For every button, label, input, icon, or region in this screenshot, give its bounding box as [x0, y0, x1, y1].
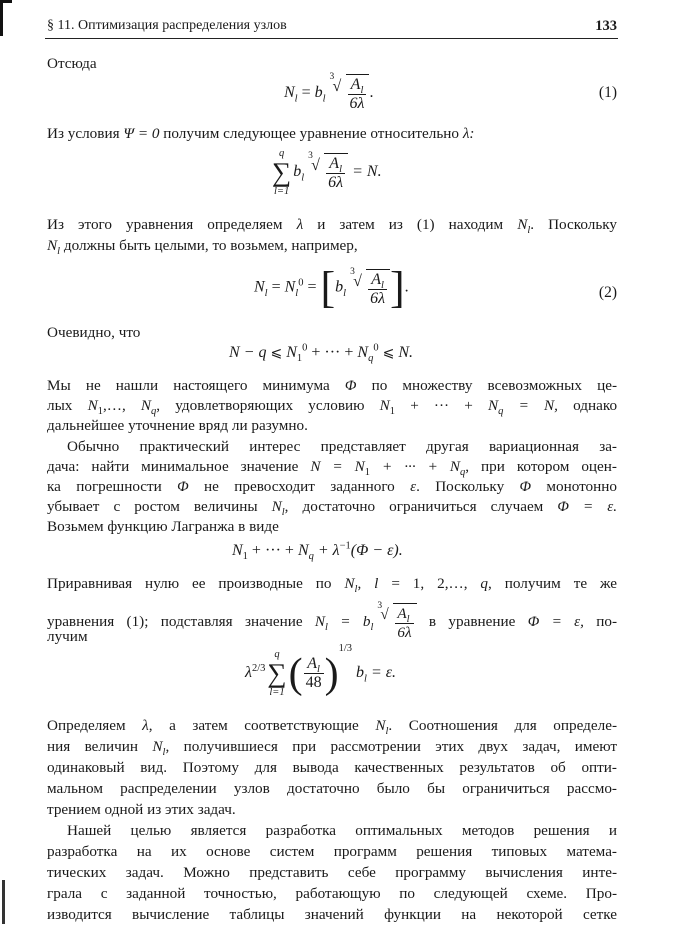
equation-2: $N_l = N_l^0 = [b_l$ 3 √ $\frac{A_l}{6\lambda}$ ].: [254, 263, 409, 312]
scan-border-mark: [2, 880, 5, 924]
sum-equation-2: $\lambda^{2/3}$ q ∑ l=1 ( $\frac{A_l}{48}$ )1/3 $b_l = \varepsilon$.: [245, 643, 397, 698]
cube-root: 3 √ $\frac{A_l}{6\lambda}$: [311, 153, 348, 192]
paragraph-line: лучим: [47, 628, 88, 645]
paragraph: одинаковый вид. Поэтому для вывода качественных результатов об опти-: [47, 759, 617, 776]
cube-root: 3 √ $\frac{A_l}{6\lambda}$: [353, 269, 390, 308]
paragraph: ка погрешности Φ не превосходит заданного ε. Поскольку Φ монотонно: [47, 478, 617, 495]
paragraph: Приравнивая нулю ее производные по $N_l$, l = 1, 2,…, q, получим те же: [47, 575, 618, 596]
paragraph: лых $N_1,\dots$, $N_q$, удовлетворяющих условию $N_1$ + ··· + $N_q = N$, однако: [47, 397, 618, 418]
paragraph: разработка на их основе систем программ решения типовых матема-: [47, 843, 617, 860]
header-rule: [45, 38, 618, 39]
running-header: [47, 16, 617, 36]
paragraph-line: трением одной из этих задач.: [47, 801, 236, 818]
paragraph: тических задач. Можно представить себе программу вычисления инте-: [47, 864, 617, 881]
equation-number: (2): [598, 284, 617, 301]
paragraph: убывает с ростом величины $N_l$, достаточно ограничиться случаем Φ = ε.: [47, 498, 618, 519]
paragraph: Определяем λ, а затем соответствующие $N_l$. Соотношения для определе-: [47, 717, 617, 738]
equation-1: $N_l = b_l$ 3 √ $\frac{A_l}{6\lambda}$ .: [284, 72, 374, 112]
sum-operator: q ∑ l=1: [272, 148, 292, 197]
section-title: § 11. Оптимизация распределения узлов: [47, 18, 287, 33]
sum-equation: q ∑ l=1 $b_l$ 3 √ $\frac{A_l}{6\lambda}$ = N.: [272, 148, 382, 197]
paragraph: Обычно практический интерес представляет другая вариационная за-: [67, 438, 617, 455]
paragraph: дача: найти минимальное значение $N = N_1$ + ··· + $N_q$, при котором оцен-: [47, 458, 617, 479]
inequality: N − q ⩽ $N_1^0$ + ··· + $N_q^0$ ⩽ N.: [229, 342, 413, 365]
paragraph: Мы не нашли настоящего минимума Φ по множеству всевозможных це-: [47, 377, 618, 394]
sum-operator: q ∑ l=1: [267, 649, 287, 698]
paragraph: грала с заданной точностью, работающую по следующей схеме. Про-: [47, 885, 617, 902]
page-number: 133: [595, 18, 617, 34]
paragraph-line: Очевидно, что: [47, 324, 141, 341]
paragraph: изводится вычисление таблицы значений функции на некоторой сетке: [47, 906, 617, 923]
paragraph: мальном распределении узлов достаточно было бы ограничиться рассмо-: [47, 780, 617, 797]
paragraph-line: $N_l$ должны быть целыми, то возьмем, например,: [47, 237, 358, 258]
cube-root: 3 √ $\frac{A_l}{6\lambda}$: [333, 74, 370, 113]
paragraph-line: Отсюда: [47, 55, 97, 72]
paragraph: Из этого уравнения определяем λ и затем из (1) находим $N_l$. Поскольку: [47, 216, 618, 237]
paragraph: ния величин $N_l$, получившиеся при рассмотрении этих двух задач, имеют: [47, 738, 618, 759]
paragraph: Нашей целью является разработка оптимальных методов решения и: [67, 822, 617, 839]
cube-root: 3 √ $\frac{A_l}{6\lambda}$: [380, 603, 416, 642]
paragraph-line: Возьмем функцию Лагранжа в виде: [47, 518, 279, 535]
paragraph: уравнения (1); подставляя значение $N_l = b_l$ 3 √ $\frac{A_l}{6\lambda}$ в уравнение Φ = ε, по-: [47, 601, 618, 641]
scan-border-mark: [0, 0, 12, 3]
paragraph-line: Из условия Ψ = 0 получим следующее уравнение относительно λ:: [47, 125, 475, 142]
paragraph-line: дальнейшее уточнение вряд ли разумно.: [47, 417, 308, 434]
equation-number: (1): [598, 84, 617, 101]
scan-border-mark: [0, 0, 3, 36]
lagrange-function: $N_1$ + ··· + $N_q + \lambda^{-1}(\Phi - \varepsilon)$.: [232, 540, 403, 563]
